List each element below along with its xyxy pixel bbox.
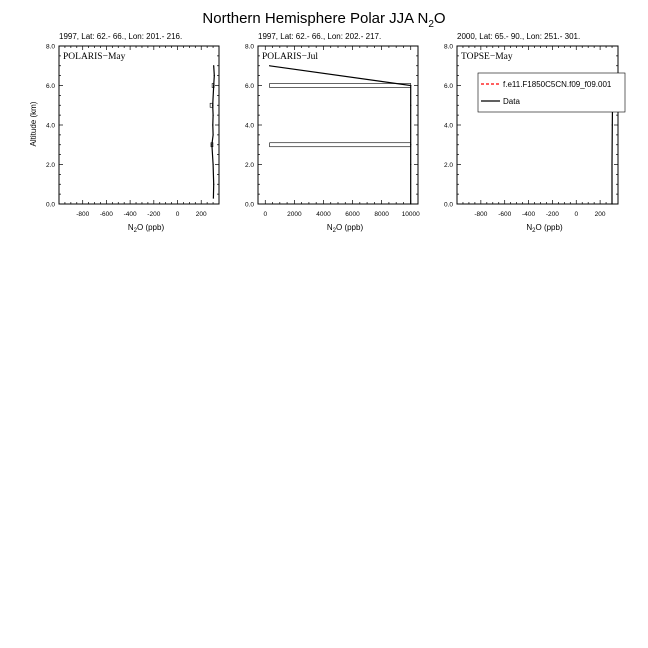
data-point <box>214 75 215 76</box>
x-tick-label: -200 <box>545 211 559 218</box>
data-point <box>213 184 214 185</box>
data-point <box>212 115 213 116</box>
panel-2 <box>245 32 420 234</box>
y-tick-label: 2.0 <box>443 162 453 169</box>
x-tick-label: -200 <box>147 211 161 218</box>
y-tick-label: 4.0 <box>45 122 55 130</box>
y-tick-label: 2.0 <box>244 162 254 169</box>
x-tick-label: -600 <box>99 211 113 218</box>
x-tick-label: 0 <box>263 211 268 218</box>
data-point <box>611 203 612 204</box>
data-point <box>212 124 213 125</box>
data-point <box>410 144 411 145</box>
plot-frame <box>457 46 618 204</box>
y-tick-label: 8.0 <box>45 43 55 51</box>
legend <box>478 73 625 112</box>
x-tick-label: 4000 <box>316 211 331 218</box>
data-point <box>410 203 411 204</box>
x-tick-label: 0 <box>574 211 579 218</box>
y-tick-label: 6.0 <box>45 83 55 90</box>
y-tick-label: 8.0 <box>244 43 254 51</box>
x-tick-label: 6000 <box>345 211 360 218</box>
x-axis-label: $N_2O$ (ppb) <box>127 223 165 234</box>
data-point <box>410 85 411 86</box>
panel-1 <box>46 32 219 234</box>
data-point <box>611 164 612 165</box>
x-tick-label: -600 <box>498 211 512 218</box>
y-tick-label: 6.0 <box>443 83 453 90</box>
x-tick-label: 200 <box>195 211 207 218</box>
error-box <box>270 84 411 88</box>
data-point <box>213 85 214 86</box>
y-axis-label: Altitude (km) <box>29 101 38 147</box>
y-tick-label: 2.0 <box>45 162 55 169</box>
series-line <box>270 66 411 204</box>
data-point <box>410 164 411 165</box>
data-point <box>212 105 213 106</box>
data-point <box>612 124 613 125</box>
x-tick-label: 10000 <box>401 211 420 218</box>
x-tick-label: 0 <box>175 211 180 218</box>
data-point <box>269 65 270 66</box>
data-point <box>212 134 213 135</box>
error-box <box>270 143 411 147</box>
y-tick-label: 8.0 <box>443 43 453 51</box>
x-tick-label: -400 <box>522 211 536 218</box>
plot-frame <box>258 46 418 204</box>
x-tick-label: 200 <box>594 211 606 218</box>
figure-title: Northern Hemisphere Polar JJA $N_2O$ <box>202 10 446 30</box>
panel-label: TOPSE−May <box>461 52 513 62</box>
panels <box>46 32 618 234</box>
data-point <box>211 144 212 145</box>
x-tick-label: 2000 <box>287 211 302 218</box>
panel-header: 2000, Lat: 65.- 90., Lon: 251.- 301. <box>457 32 581 41</box>
plot-frame <box>59 46 219 204</box>
x-tick-label: -400 <box>123 211 137 218</box>
y-tick-label: 0.0 <box>443 201 453 209</box>
x-axis-label: $N_2O$ (ppb) <box>326 223 364 234</box>
y-tick-label: 0.0 <box>45 201 55 209</box>
legend-box <box>478 73 625 112</box>
y-tick-label: 6.0 <box>244 83 254 90</box>
y-tick-label: 4.0 <box>443 122 453 130</box>
x-tick-label: -800 <box>76 211 90 218</box>
data-point <box>213 65 214 66</box>
y-tick-label: 0.0 <box>244 201 254 209</box>
data-point <box>212 164 213 165</box>
panel-header: 1997, Lat: 62.- 66., Lon: 202.- 217. <box>258 32 382 41</box>
x-tick-label: -800 <box>474 211 488 218</box>
legend-label-data: Data <box>503 97 520 106</box>
panel-header: 1997, Lat: 62.- 66., Lon: 201.- 216. <box>59 32 183 41</box>
x-axis-label: $N_2O$ (ppb) <box>526 223 563 234</box>
x-tick-label: 8000 <box>374 211 389 218</box>
panel-label: POLARIS−Jul <box>262 52 319 62</box>
data-point <box>213 197 214 198</box>
legend-label-model: f.e11.F1850C5CN.f09_f09.001 <box>503 80 612 89</box>
data-point <box>410 105 411 106</box>
panel-label: POLARIS−May <box>63 52 126 62</box>
y-tick-label: 4.0 <box>244 122 254 130</box>
panel-3 <box>444 32 618 234</box>
